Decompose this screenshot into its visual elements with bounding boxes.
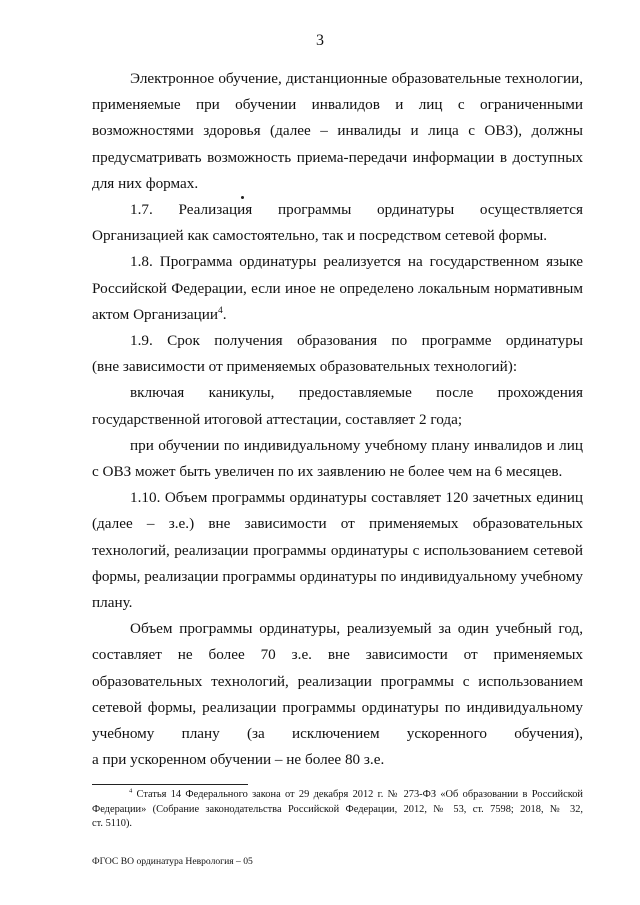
paragraph-line: (вне зависимости от применяемых образовательных технологий):	[92, 358, 518, 376]
footnote-separator	[92, 784, 248, 785]
paragraph-e-learning	[92, 66, 583, 197]
paragraph-line: для них формах.	[92, 174, 199, 192]
paragraph-line: государственной итоговой аттестации, составляет 2 года;	[92, 410, 463, 428]
paragraph-line: применяемые при обучении инвалидов и лиц с ограниченными	[92, 96, 583, 114]
paragraph-line: учебному плану (за исключением ускоренного обучения),	[92, 725, 583, 743]
paragraph-1-8	[92, 249, 583, 328]
paragraph-line: а при ускоренном обучении – не более 80 з.е.	[92, 751, 385, 769]
paragraph-line: 1.7. Реализация программы ординатуры осуществляется	[130, 201, 583, 219]
paragraph-line: образовательных технологий, реализации программы с использованием	[92, 672, 583, 690]
paragraph-line: (далее – з.е.) вне зависимости от применяемых образовательных	[92, 515, 583, 533]
footnote-marker: 4	[129, 787, 133, 795]
paragraph-vacation	[92, 380, 583, 432]
paragraph-line: 1.10. Объем программы ординатуры составляет 120 зачетных единиц	[130, 489, 583, 507]
footnote	[92, 788, 583, 832]
paragraph-individual-plan	[92, 433, 583, 485]
paragraph-line-tail: .	[222, 305, 227, 323]
paragraph-line: Организацией как самостоятельно, так и посредством сетевой формы.	[92, 227, 547, 245]
page-footer: ФГОС ВО ординатура Неврология – 05	[92, 856, 253, 867]
paragraph-line: плану.	[92, 594, 133, 612]
paragraph-line: включая каникулы, предоставляемые после прохождения	[130, 384, 583, 402]
footnote-line: Федерации» (Собрание законодательства Российской Федерации, 2012, № 53, ст. 7598; 2018, № 32,	[92, 803, 583, 815]
paragraph-line-text: актом Организации	[92, 305, 218, 323]
paragraph-line: составляет не более 70 з.е. вне зависимости от применяемых	[92, 646, 583, 664]
page-number: 3	[316, 32, 324, 49]
paragraph-annual-volume	[92, 616, 583, 773]
paragraph-line: 1.8. Программа ординатуры реализуется на государственном языке	[130, 253, 583, 271]
footnote-line-text: Статья 14 Федерального закона от 29 декабря 2012 г. № 273-ФЗ «Об образовании в Российской	[136, 789, 583, 800]
paragraph-line: при обучении по индивидуальному учебному плану инвалидов и лиц	[130, 436, 583, 454]
scan-dot-mark	[241, 196, 244, 199]
paragraph-line: Электронное обучение, дистанционные образовательные технологии,	[130, 70, 583, 87]
footnote-reference[interactable]: 4	[217, 305, 223, 316]
paragraph-1-7	[92, 197, 583, 249]
paragraph-line: 1.9. Срок получения образования по программе ординатуры	[130, 332, 583, 350]
document-body	[92, 66, 583, 773]
paragraph-line: формы, реализации программы ординатуры по индивидуальному учебному	[92, 567, 583, 585]
paragraph-line: Объем программы ординатуры, реализуемый за один учебный год,	[130, 620, 583, 638]
paragraph-1-9	[92, 328, 583, 380]
paragraph-line: предусматривать возможность приема-передачи информации в доступных	[92, 148, 583, 166]
paragraph-line: технологий, реализации программы ординатуры с использованием сетевой	[92, 541, 583, 559]
paragraph-line: возможностями здоровья (далее – инвалиды и лица с ОВЗ), должны	[92, 122, 583, 140]
footnote-line	[92, 788, 583, 803]
footnote-line: ст. 5110).	[92, 818, 133, 830]
paragraph-line: с ОВЗ может быть увеличен по их заявлению не более чем на 6 месяцев.	[92, 463, 563, 481]
paragraph-line: сетевой формы, реализации программы ординатуры по индивидуальному	[92, 698, 583, 716]
paragraph-line	[92, 302, 583, 328]
paragraph-1-10	[92, 485, 583, 616]
paragraph-line: Российской Федерации, если иное не определено локальным нормативным	[92, 279, 583, 297]
